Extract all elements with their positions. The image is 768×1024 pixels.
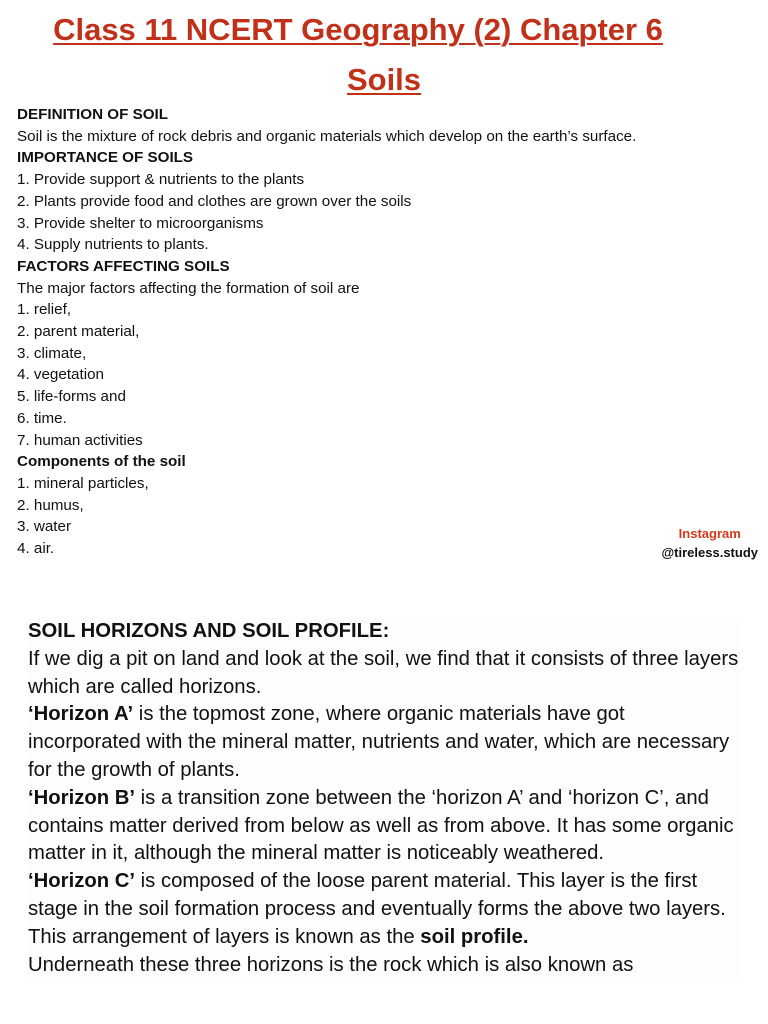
horizon-a-paragraph [28, 701, 740, 784]
definition-heading: DEFINITION OF SOIL [17, 106, 169, 123]
horizon-a-label: ‘Horizon A’ [28, 703, 134, 726]
list-item: 4. vegetation [17, 366, 104, 384]
list-item: 1. mineral particles, [17, 474, 149, 492]
importance-heading: IMPORTANCE OF SOILS [17, 149, 194, 167]
factors-heading: FACTORS AFFECTING SOILS [17, 257, 230, 275]
horizons-intro: If we dig a pit on land and look at the soil, we find that it consists of three layers which are called horizons. [28, 647, 739, 698]
components-heading: Components of the soil [17, 453, 186, 471]
list-item: 1. relief, [17, 301, 72, 319]
instagram-handle: @tireless.study [661, 545, 758, 560]
horizons-heading: SOIL HORIZONS AND SOIL PROFILE: [28, 620, 390, 642]
instagram-credit [662, 524, 759, 562]
list-item: 3. climate, [17, 344, 87, 362]
list-item: 4. air. [17, 540, 55, 558]
underneath-text: Underneath these three horizons is the rock which is also known as [28, 953, 634, 976]
list-item: 2. humus, [17, 496, 84, 514]
list-item: 4. Supply nutrients to plants. [17, 236, 209, 254]
list-item: 2. parent material, [17, 323, 140, 341]
list-item: 7. human activities [17, 431, 143, 449]
page-title: Class 11 NCERT Geography (2) Chapter 6 [53, 12, 663, 47]
list-item: 2. Plants provide food and clothes are grown over the soils [17, 192, 412, 210]
soil-profile-term: soil profile. [420, 925, 529, 948]
horizon-c-text: is composed of the loose parent material. This layer is the first stage in the soil formation process and eventually forms the above two layers. This arrangement of layers is known as the [28, 870, 726, 948]
list-item: 6. time. [17, 409, 67, 427]
horizon-c-paragraph [28, 868, 740, 951]
horizon-b-paragraph [28, 785, 740, 868]
list-item: 5. life-forms and [17, 388, 126, 406]
list-item: 1. Provide support & nutrients to the plants [17, 171, 305, 189]
list-item: 3. water [17, 518, 72, 536]
notes-section [17, 104, 762, 560]
definition-text: Soil is the mixture of rock debris and organic materials which develop on the earth’s surface. [17, 127, 637, 145]
list-item: 3. Provide shelter to microorganisms [17, 214, 264, 232]
instagram-label: Instagram [678, 526, 741, 541]
horizon-c-label: ‘Horizon C’ [28, 870, 136, 893]
soil-horizons-section [28, 618, 740, 979]
factors-intro: The major factors affecting the formation of soil are [17, 279, 360, 297]
horizon-b-label: ‘Horizon B’ [28, 786, 136, 809]
horizon-b-text: is a transition zone between the ‘horizon A’ and ‘horizon C’, and contains matter derived from below as well as from above. It has some organic matter in it, although the mineral matter is noticeably weathered. [28, 786, 734, 865]
horizon-a-text: is the topmost zone, where organic materials have got incorporated with the mineral matter, nutrients and water, which are necessary for the growth of plants. [28, 703, 730, 781]
chapter-title: Soils [346, 62, 422, 97]
